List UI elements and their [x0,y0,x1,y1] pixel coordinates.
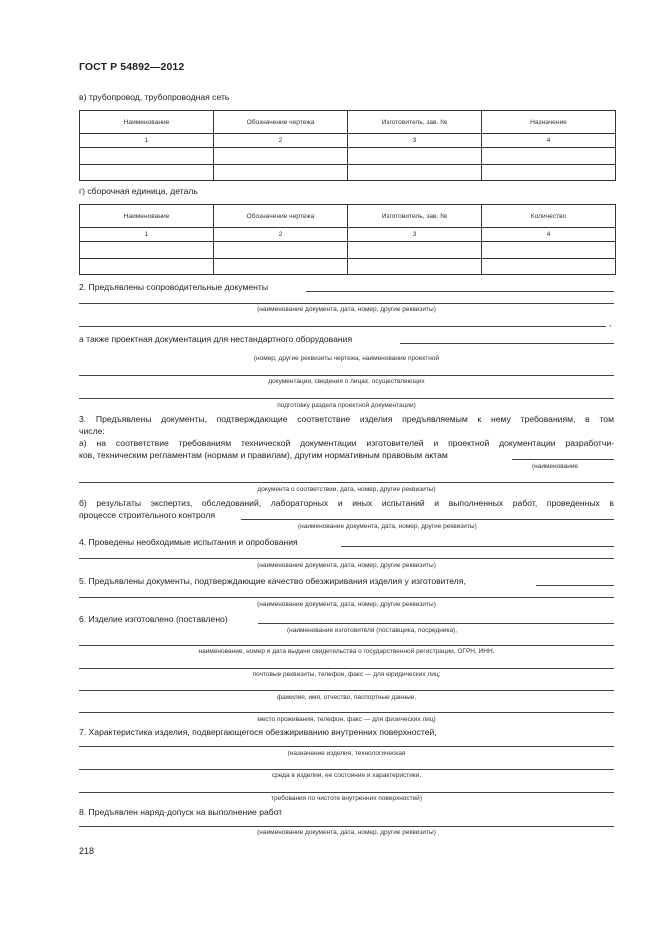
fill-line [79,326,606,327]
col-number: 2 [214,134,348,148]
caption: документа о соответствии, дата, номер, другие реквизиты) [257,486,436,493]
col-quantity: Количество [482,205,616,228]
table-header-row [80,205,616,228]
fill-line [79,712,614,713]
caption: почтовые реквизиты, телефон, факс — для юридических лиц; [252,671,441,678]
table-row [80,242,616,259]
item3-a2: ков, техническим регламентам (нормам и правилам), другим нормативным правовым актам [79,450,448,460]
table-number-row [80,228,616,242]
caption: (наименование документа, дата, номер, другие реквизиты) [257,306,436,313]
fill-line [79,645,614,646]
item3-b1: б) результаты экспертиз, обследований, лабораторных и иных испытаний и выполненных работ, проведенных в [79,498,614,508]
caption: наименование, номер и дата выдачи свидетельства о государственной регистрации, ОГРН, ИНН, [198,648,495,655]
fill-line [341,546,614,547]
table-row [80,258,616,275]
table-row [80,148,616,165]
table-row [80,164,616,181]
fill-line [79,558,614,559]
fill-line [79,690,614,691]
caption: среда в изделии, ее состояние и характеристики, [271,772,422,779]
item3-line2: числе: [79,426,105,436]
caption: (наименование документа, дата, номер, другие реквизиты) [257,829,436,836]
page-number: 218 [79,846,95,856]
caption: (наименование изготовителя (поставщика, посредника), [287,627,458,634]
caption: (наименование документа, дата, номер, другие реквизиты) [257,601,436,608]
item6-label: 6. Изделие изготовлено (поставлено) [79,614,228,624]
fill-line [306,291,614,292]
pipeline-table [79,110,616,181]
item3-b2: процессе строительного контроля [79,510,215,520]
fill-line [536,585,614,586]
caption: место проживания, телефон, факс — для физических лиц) [257,716,436,723]
caption: требования по чистоте внутренних поверхностей) [271,795,422,802]
col-number: 4 [482,228,616,242]
table-number-row [80,134,616,148]
fill-line [79,375,614,376]
caption: (наименование документа, дата, номер, другие реквизиты) [257,562,436,569]
item2-also: а также проектная документация для нестандартного оборудования [79,334,353,344]
document-header: ГОСТ Р 54892—2012 [79,61,185,73]
caption: (наименование документа, дата, номер, другие реквизиты) [298,523,477,530]
caption: подготовку раздела проектной документации) [277,402,416,409]
fill-line [400,343,614,344]
col-manufacturer: Изготовитель, зав. № [348,205,482,228]
caption: документации, сведения о лицах, осуществляющих [268,378,425,385]
fill-line [79,792,614,793]
item4-label: 4. Проведены необходимые испытания и опробования [79,537,298,547]
item3-line1: 3. Предъявлены документы, подтверждающие соответствие изделия предъявляемым к нему требованиям, в том [79,414,614,424]
fill-line [79,769,614,770]
col-drawing: Обозначение чертежа [214,111,348,134]
item7-label: 7. Характеристика изделия, подвергающегося обезжириванию внутренних поверхностей, [79,727,437,737]
col-number: 4 [482,134,616,148]
fill-line [79,303,614,304]
col-number: 1 [80,228,214,242]
item2-label: 2. Предъявлены сопроводительные документы [79,282,268,292]
fill-line [79,482,614,483]
table-header-row [80,111,616,134]
fill-line [512,459,614,460]
col-number: 3 [348,134,482,148]
caption: фамилия, имя, отчество, паспортные данные, [276,694,417,701]
comma: , [609,318,612,328]
fill-line [79,668,614,669]
col-purpose: Назначение [482,111,616,134]
col-manufacturer: Изготовитель, зав. № [348,111,482,134]
fill-line [79,398,614,399]
fill-line [79,826,614,827]
col-name: Наименование [80,111,214,134]
col-name: Наименование [80,205,214,228]
item8-label: 8. Предъявлен наряд-допуск на выполнение работ [79,807,283,817]
fill-line [79,746,614,747]
section-v-title: в) трубопровод, трубопроводная сеть [79,92,230,102]
caption: (наименование [532,463,579,470]
fill-line [79,597,614,598]
item5-label: 5. Предъявлены документы, подтверждающие качество обезжиривания изделия у изготовителя, [79,576,466,586]
col-number: 2 [214,228,348,242]
col-number: 3 [348,228,482,242]
section-g-title: г) сборочная единица, деталь [79,186,198,196]
caption: (назначение изделия, технологическая [287,750,406,757]
col-drawing: Обозначение чертежа [214,205,348,228]
fill-line [241,519,614,520]
caption: (номер, другие реквизиты чертежа, наименование проектной [253,355,440,362]
col-number: 1 [80,134,214,148]
fill-line [258,623,614,624]
assembly-table [79,204,616,275]
item3-a1: а) на соответствие требованиям технической документации изготовителей и проектной документации разработчи- [79,438,614,448]
